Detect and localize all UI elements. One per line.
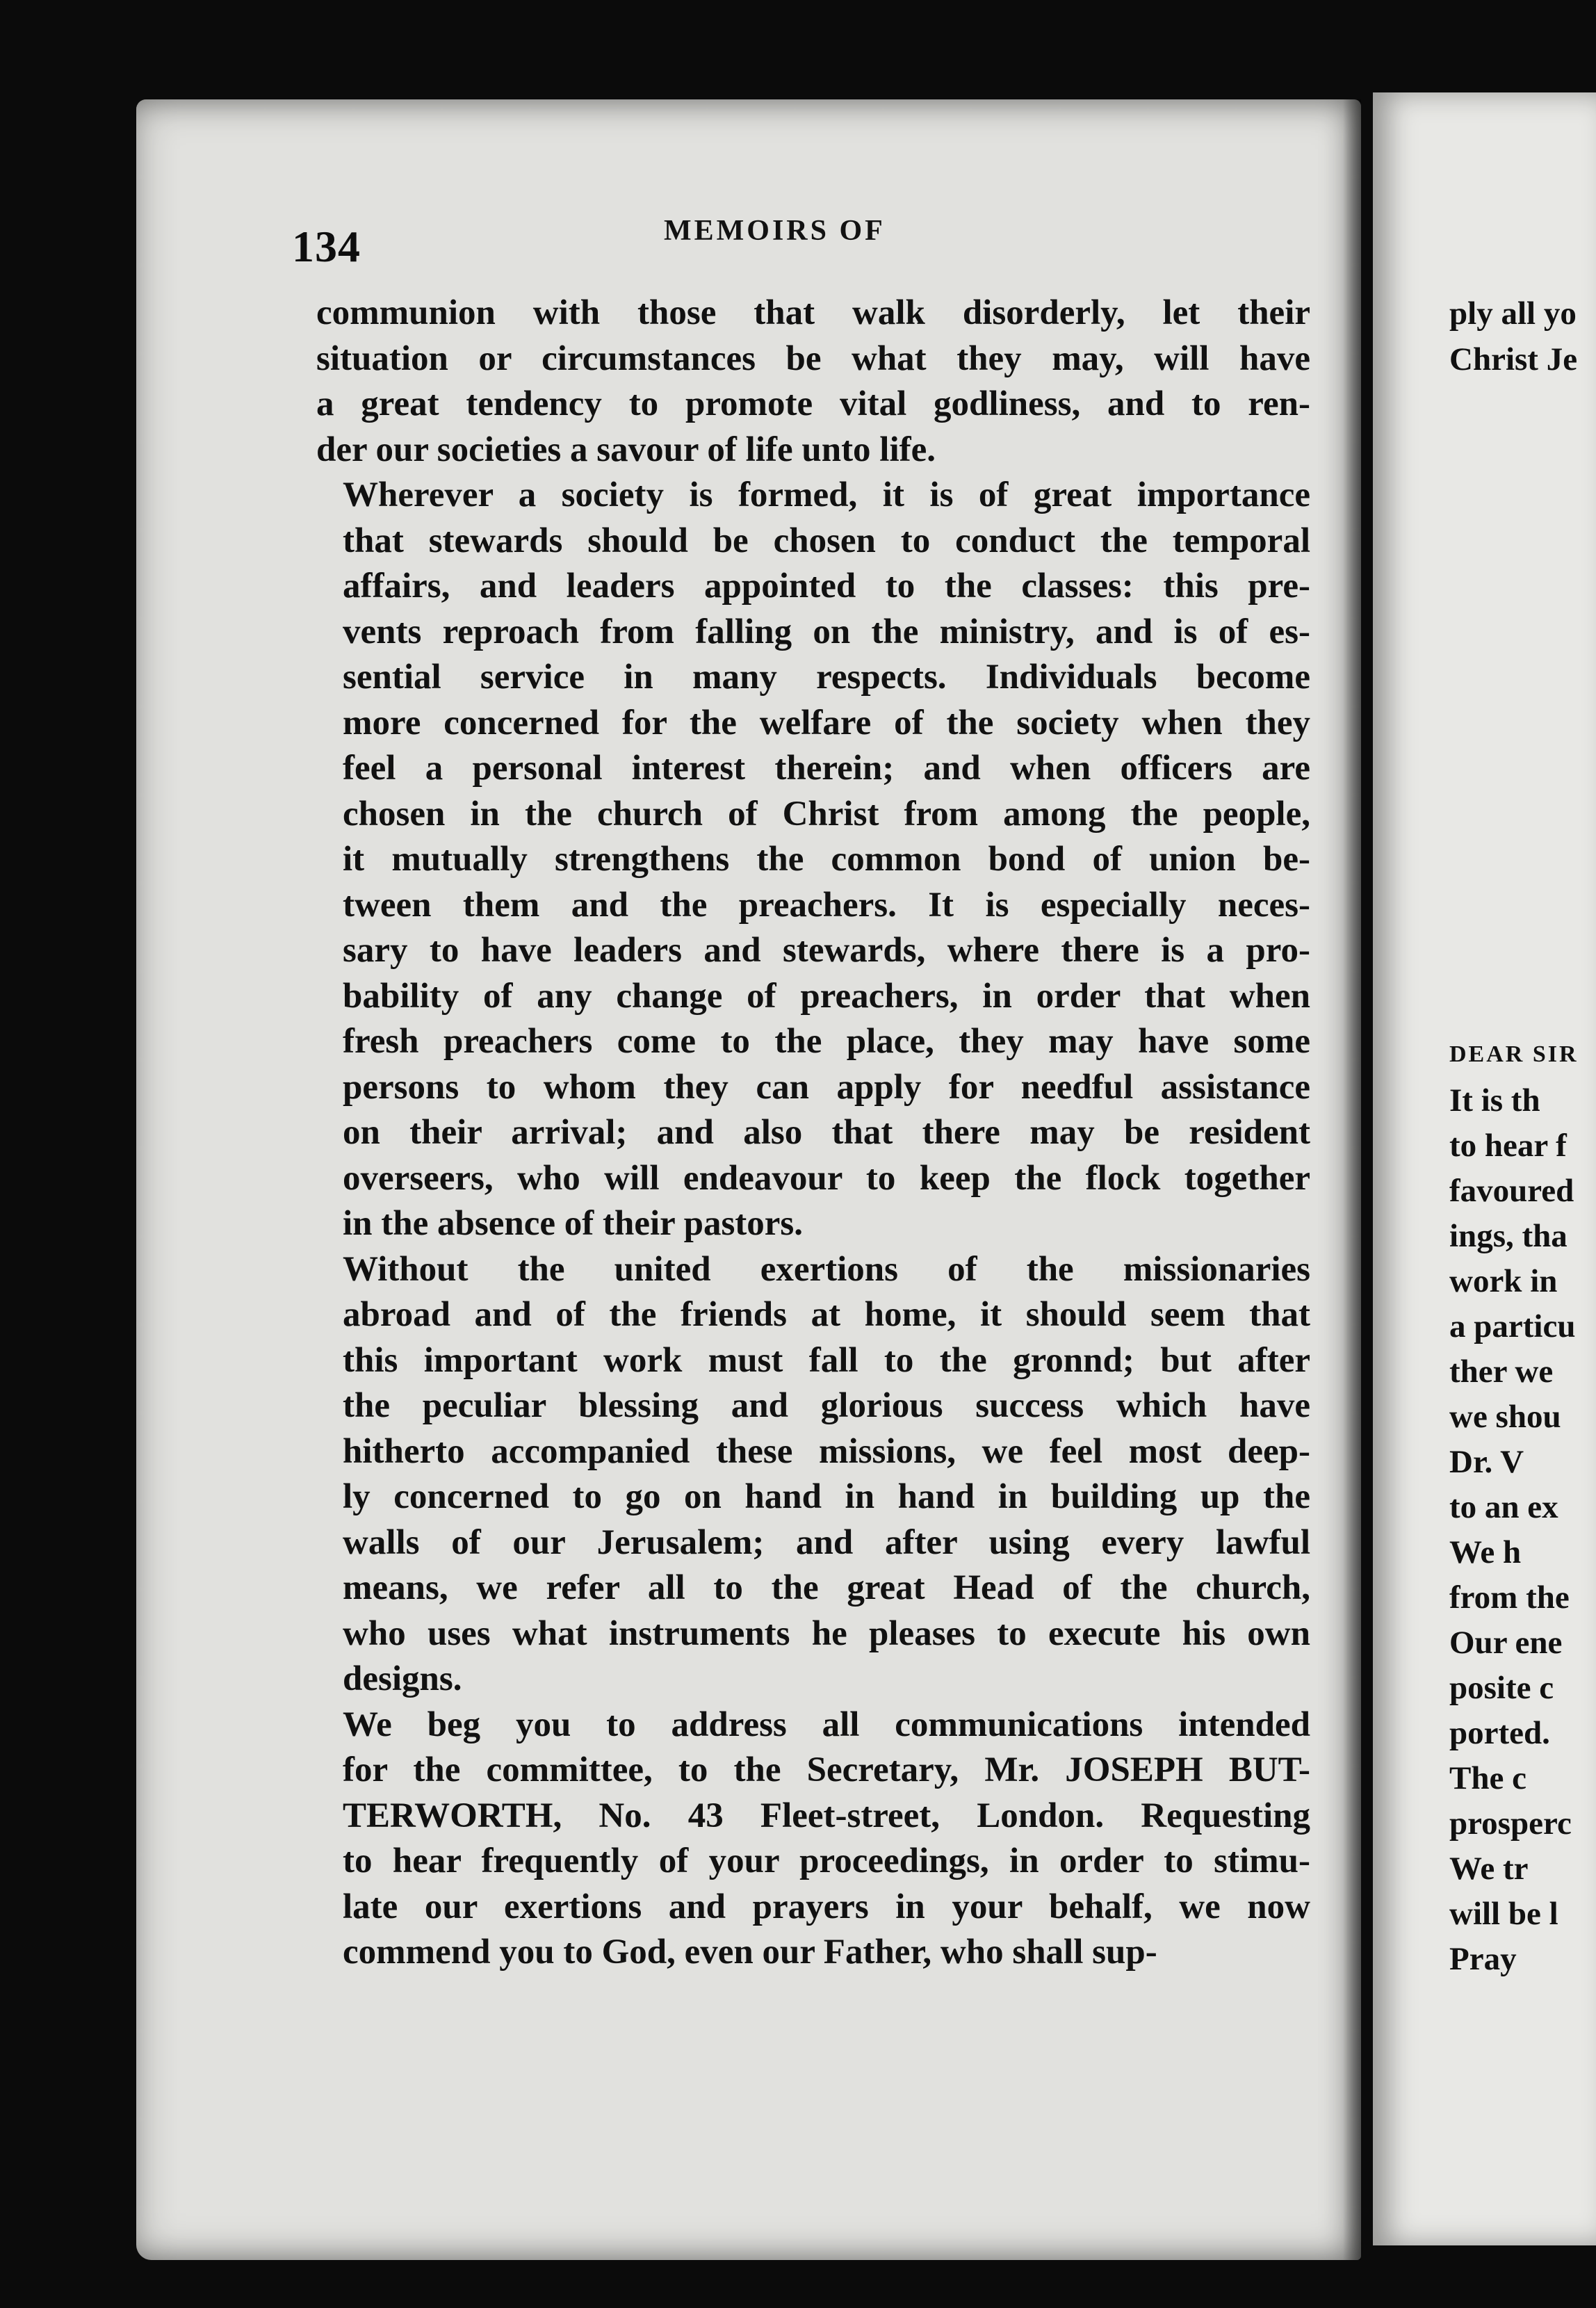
text-line: it mutually strengthens the common bond of union be- [343, 840, 1310, 879]
text-line: the peculiar blessing and glorious success which have [343, 1386, 1310, 1425]
facing-page-line: a particu [1449, 1308, 1576, 1344]
facing-page-line: We tr [1449, 1851, 1529, 1887]
text-line: walls of our Jerusalem; and after using every lawful [343, 1522, 1310, 1562]
text-line: ly concerned to go on hand in hand in building up the [343, 1477, 1310, 1516]
facing-page-line: favoured [1449, 1173, 1574, 1209]
facing-page-line: Pray [1449, 1941, 1517, 1977]
text-line: We beg you to address all communications intended [343, 1705, 1310, 1744]
text-line: commend you to God, even our Father, who shall sup- [343, 1933, 1157, 1972]
text-line: that stewards should be chosen to conduct the temporal [343, 521, 1310, 560]
facing-page-line: ply all yo [1449, 295, 1577, 332]
text-line: sential service in many respects. Individuals become [343, 658, 1310, 697]
facing-page-line: work in [1449, 1263, 1558, 1299]
text-line: affairs, and leaders appointed to the classes: this pre- [343, 567, 1310, 606]
text-line: overseers, who will endeavour to keep the flock together [343, 1158, 1310, 1198]
text-line: fresh preachers come to the place, they may have some [343, 1022, 1310, 1061]
facing-page-line: ings, tha [1449, 1218, 1568, 1254]
facing-page-line: to hear f [1449, 1128, 1567, 1164]
text-line: more concerned for the welfare of the society when they [343, 703, 1310, 742]
facing-page-line: Christ Je [1449, 341, 1578, 377]
text-line: a great tendency to promote vital godliness, and to ren- [316, 384, 1310, 423]
facing-page-line: posite c [1449, 1670, 1554, 1706]
facing-page-line: Our ene [1449, 1625, 1563, 1661]
text-line: sary to have leaders and stewards, where there is a pro- [343, 931, 1310, 970]
paragraph [316, 1702, 1310, 1976]
text-line: der our societies a savour of life unto life. [316, 430, 936, 469]
facing-page-line: We h [1449, 1534, 1522, 1570]
running-head: MEMOIRS OF [664, 215, 886, 247]
text-line: in the absence of their pastors. [343, 1204, 804, 1243]
text-line: hitherto accompanied these missions, we feel most deep- [343, 1431, 1310, 1471]
facing-page-line: It is th [1449, 1082, 1540, 1119]
facing-page-line: will be l [1449, 1896, 1558, 1932]
text-line: designs. [343, 1659, 462, 1698]
text-line: for the committee, to the Secretary, Mr. JOSEPH BUT- [343, 1750, 1310, 1789]
facing-page-line: we shou [1449, 1399, 1561, 1435]
text-line: TERWORTH, No. 43 Fleet-street, London. Requesting [343, 1796, 1310, 1835]
text-line: this important work must fall to the gronnd; but after [343, 1340, 1310, 1380]
text-line: Wherever a society is formed, it is of great importance [343, 476, 1310, 514]
facing-page-line: ther we [1449, 1354, 1554, 1390]
text-line: communion with those that walk disorderly, let their [316, 293, 1310, 332]
page-number: 134 [292, 222, 361, 271]
body-text [316, 291, 1310, 1976]
text-line: bability of any change of preachers, in order that when [343, 976, 1310, 1016]
text-line: late our exertions and prayers in your behalf, we now [343, 1887, 1310, 1926]
paragraph [316, 291, 1310, 473]
text-line: situation or circumstances be what they may, will have [316, 339, 1310, 378]
text-line: who uses what instruments he pleases to execute his own [343, 1614, 1310, 1653]
facing-page-line: The c [1449, 1760, 1526, 1796]
text-line: means, we refer all to the great Head of the church, [343, 1568, 1310, 1607]
text-line: Without the united exertions of the missionaries [343, 1249, 1310, 1289]
facing-page-line: from the [1449, 1579, 1570, 1616]
text-line: persons to whom they can apply for needful assistance [343, 1067, 1310, 1107]
facing-page-line: ported. [1449, 1715, 1550, 1751]
text-line: abroad and of the friends at home, it should seem that [343, 1295, 1310, 1334]
text-line: feel a personal interest therein; and when officers are [343, 749, 1310, 788]
facing-page-line: to an ex [1449, 1489, 1558, 1525]
facing-page-line: prosperc [1449, 1805, 1572, 1842]
paragraph [316, 1247, 1310, 1702]
text-line: vents reproach from falling on the ministry, and is of es- [343, 612, 1310, 651]
facing-page-line: Dr. V [1449, 1444, 1524, 1480]
text-line: to hear frequently of your proceedings, in order to stimu- [343, 1842, 1310, 1880]
text-line: on their arrival; and also that there may be resident [343, 1113, 1310, 1152]
paragraph [316, 473, 1310, 1247]
text-line: chosen in the church of Christ from among the people, [343, 794, 1310, 834]
text-line: tween them and the preachers. It is especially neces- [343, 885, 1310, 925]
facing-page-line: DEAR SIR [1449, 1041, 1579, 1067]
